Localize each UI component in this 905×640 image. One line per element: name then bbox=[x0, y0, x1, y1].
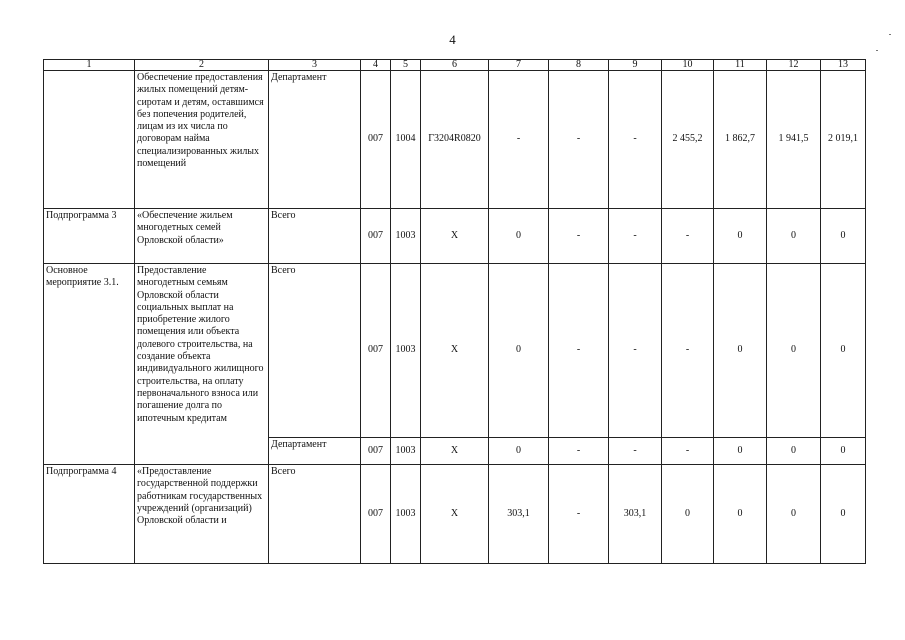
section-code-cell: 1003 bbox=[391, 465, 421, 564]
value-cell: 0 bbox=[714, 264, 767, 438]
value-cell: 0 bbox=[767, 209, 821, 264]
value-cell: - bbox=[609, 209, 662, 264]
value-cell: - bbox=[609, 264, 662, 438]
value-cell: 0 bbox=[821, 465, 866, 564]
value-cell: - bbox=[489, 71, 549, 209]
program-description-cell: «Предоставление государственной поддержки работникам государственных учреждений (организаций) Орловской области и bbox=[135, 465, 269, 564]
header-cell: 12 bbox=[767, 60, 821, 71]
value-cell: - bbox=[549, 465, 609, 564]
value-cell: - bbox=[549, 209, 609, 264]
column-number-row bbox=[44, 60, 866, 71]
executor-cell: Департамент bbox=[269, 438, 361, 465]
header-cell: 11 bbox=[714, 60, 767, 71]
value-cell: 0 bbox=[489, 209, 549, 264]
value-cell: 0 bbox=[714, 209, 767, 264]
target-article-cell: X bbox=[421, 438, 489, 465]
table-row bbox=[44, 264, 866, 438]
value-cell: - bbox=[549, 71, 609, 209]
program-description-cell: Предоставление многодетным семьям Орловской области социальных выплат на приобретение жилого помещения или объекта долевого строительства, на создание объекта индивидуального жилищного строительства, на оплату первоначального взноса или погашение долга по ипотечным кредитам bbox=[135, 264, 269, 465]
value-cell: - bbox=[662, 438, 714, 465]
value-cell: - bbox=[609, 438, 662, 465]
target-article-cell: X bbox=[421, 465, 489, 564]
executor-cell: Всего bbox=[269, 209, 361, 264]
grbs-code-cell: 007 bbox=[361, 264, 391, 438]
program-label-cell bbox=[44, 71, 135, 209]
target-article-cell: X bbox=[421, 264, 489, 438]
value-cell: 0 bbox=[821, 209, 866, 264]
header-cell: 6 bbox=[421, 60, 489, 71]
value-cell: 0 bbox=[767, 465, 821, 564]
section-code-cell: 1003 bbox=[391, 264, 421, 438]
target-article-cell: Г3204R0820 bbox=[421, 71, 489, 209]
program-description-cell: «Обеспечение жильем многодетных семей Орловской области» bbox=[135, 209, 269, 264]
grbs-code-cell: 007 bbox=[361, 438, 391, 465]
value-cell: 0 bbox=[821, 264, 866, 438]
value-cell: 0 bbox=[767, 438, 821, 465]
grbs-code-cell: 007 bbox=[361, 71, 391, 209]
executor-cell: Всего bbox=[269, 465, 361, 564]
scan-speck bbox=[889, 34, 891, 35]
value-cell: 1 941,5 bbox=[767, 71, 821, 209]
value-cell: - bbox=[662, 264, 714, 438]
value-cell: - bbox=[549, 264, 609, 438]
value-cell: 0 bbox=[714, 438, 767, 465]
value-cell: 303,1 bbox=[489, 465, 549, 564]
program-label-cell: Подпрограмма 4 bbox=[44, 465, 135, 564]
header-cell: 3 bbox=[269, 60, 361, 71]
value-cell: 0 bbox=[767, 264, 821, 438]
program-label-cell: Основное мероприятие 3.1. bbox=[44, 264, 135, 465]
value-cell: - bbox=[662, 209, 714, 264]
table-row bbox=[44, 71, 866, 209]
table-row bbox=[44, 209, 866, 264]
header-cell: 5 bbox=[391, 60, 421, 71]
header-cell: 10 bbox=[662, 60, 714, 71]
header-cell: 1 bbox=[44, 60, 135, 71]
table-row bbox=[44, 465, 866, 564]
value-cell: 2 455,2 bbox=[662, 71, 714, 209]
header-cell: 7 bbox=[489, 60, 549, 71]
value-cell: 0 bbox=[489, 438, 549, 465]
scan-speck bbox=[876, 50, 878, 51]
value-cell: 1 862,7 bbox=[714, 71, 767, 209]
budget-table bbox=[43, 59, 866, 564]
section-code-cell: 1004 bbox=[391, 71, 421, 209]
value-cell: - bbox=[549, 438, 609, 465]
header-cell: 4 bbox=[361, 60, 391, 71]
header-cell: 13 bbox=[821, 60, 866, 71]
grbs-code-cell: 007 bbox=[361, 209, 391, 264]
value-cell: 0 bbox=[821, 438, 866, 465]
value-cell: 0 bbox=[714, 465, 767, 564]
program-label-cell: Подпрограмма 3 bbox=[44, 209, 135, 264]
value-cell: 2 019,1 bbox=[821, 71, 866, 209]
value-cell: 303,1 bbox=[609, 465, 662, 564]
section-code-cell: 1003 bbox=[391, 209, 421, 264]
header-cell: 8 bbox=[549, 60, 609, 71]
value-cell: - bbox=[609, 71, 662, 209]
value-cell: 0 bbox=[489, 264, 549, 438]
executor-cell: Департамент bbox=[269, 71, 361, 209]
executor-cell: Всего bbox=[269, 264, 361, 438]
program-description-cell: Обеспечение предоставления жилых помещений детям-сиротам и детям, оставшимся без попечения родителей, лицам из их числа по договорам найма специализированных жилых помещений bbox=[135, 71, 269, 209]
target-article-cell: X bbox=[421, 209, 489, 264]
header-cell: 2 bbox=[135, 60, 269, 71]
section-code-cell: 1003 bbox=[391, 438, 421, 465]
grbs-code-cell: 007 bbox=[361, 465, 391, 564]
value-cell: 0 bbox=[662, 465, 714, 564]
header-cell: 9 bbox=[609, 60, 662, 71]
page-number: 4 bbox=[449, 32, 456, 47]
